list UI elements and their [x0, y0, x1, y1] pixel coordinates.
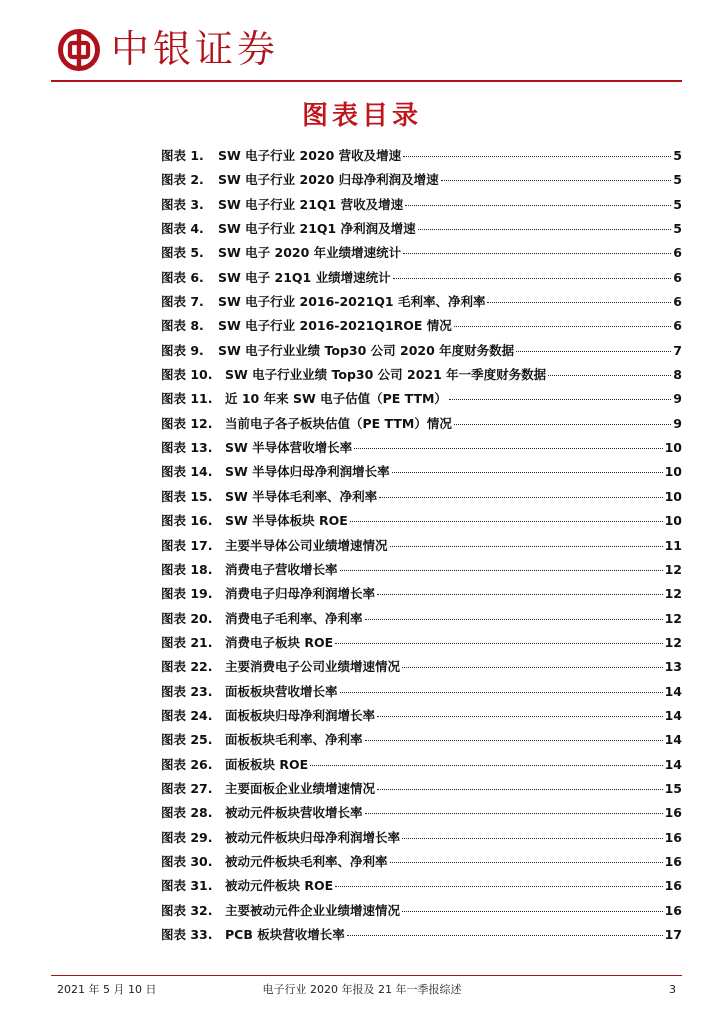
toc-entry-page: 5 [673, 196, 682, 212]
toc-entry[interactable] [161, 582, 682, 606]
toc-entry[interactable] [161, 728, 682, 752]
toc-entry[interactable] [161, 509, 682, 533]
brand-name: 中银证券 [111, 27, 280, 71]
toc-entry-title: SW 电子行业 2016-2021Q1 毛利率、净利率 [218, 294, 486, 310]
toc-entry-title: SW 半导体归母净利润增长率 [225, 464, 390, 480]
toc-entry-title: 面板板块毛利率、净利率 [225, 732, 363, 748]
toc-entry-label: 图表 17. [161, 537, 213, 553]
toc-entry-leader [310, 765, 662, 766]
toc-entry[interactable] [161, 460, 682, 484]
toc-entry-title: 主要被动元件企业业绩增速情况 [225, 902, 401, 918]
toc-entry-page: 6 [673, 318, 682, 334]
page-header [0, 0, 724, 86]
toc-entry-label: 图表 9. [161, 342, 204, 358]
toc-entry-leader [390, 546, 663, 547]
toc-entry-leader [377, 789, 663, 790]
toc-entry-label: 图表 29. [161, 829, 213, 845]
toc-entry-leader [377, 716, 663, 717]
toc-entry-page: 16 [664, 902, 682, 918]
toc-entry-title: 面板板块营收增长率 [225, 683, 338, 699]
toc-entry-title: 面板板块 ROE [225, 756, 309, 772]
toc-entry-label: 图表 11. [161, 391, 213, 407]
toc-entry-label: 图表 3. [161, 196, 204, 212]
footer-page-number: 3 [669, 983, 676, 996]
toc-entry-label: 图表 4. [161, 221, 204, 237]
toc-entry-title: 当前电子各子板块估值（PE TTM）情况 [225, 415, 452, 431]
toc-entry-leader [392, 472, 663, 473]
toc-entry-label: 图表 12. [161, 415, 213, 431]
toc-entry[interactable] [161, 217, 682, 241]
toc-entry-page: 12 [664, 561, 682, 577]
toc-entry[interactable] [161, 704, 682, 728]
header-divider [51, 80, 682, 82]
toc-entry-leader [340, 570, 663, 571]
toc-entry-title: SW 电子行业 2020 归母净利润及增速 [218, 172, 439, 188]
toc-entry-title: 被动元件板块归母净利润增长率 [225, 829, 401, 845]
toc-entry-page: 8 [673, 367, 682, 383]
toc-entry-page: 16 [664, 853, 682, 869]
toc-entry-label: 图表 16. [161, 513, 213, 529]
toc-entry-title: 主要半导体公司业绩增速情况 [225, 537, 388, 553]
toc-entry-page: 5 [673, 172, 682, 188]
toc-entry-page: 17 [664, 927, 682, 942]
toc-entry-page: 14 [664, 732, 682, 748]
toc-entry-leader [350, 521, 663, 522]
toc-entry-title: SW 电子行业业绩 Top30 公司 2020 年度财务数据 [218, 342, 515, 358]
toc-entry-label: 图表 28. [161, 805, 213, 821]
toc-entry-label: 图表 19. [161, 586, 213, 602]
toc-entry-title: 被动元件板块营收增长率 [225, 805, 363, 821]
toc-entry-label: 图表 25. [161, 732, 213, 748]
toc-entry-title: SW 电子 2020 年业绩增速统计 [218, 245, 402, 261]
toc-entry-title: PCB 板块营收增长率 [225, 927, 345, 942]
toc-entry[interactable] [161, 241, 682, 265]
toc-entry-title: SW 电子行业 2016-2021Q1ROE 情况 [218, 318, 452, 334]
toc-entry-label: 图表 14. [161, 464, 213, 480]
toc-entry-label: 图表 8. [161, 318, 204, 334]
toc-entry-label: 图表 1. [161, 148, 204, 163]
toc-entry-title: 近 10 年来 SW 电子估值（PE TTM） [225, 391, 447, 407]
toc-entry-leader [454, 424, 671, 425]
toc-entry-title: 消费电子归母净利润增长率 [225, 586, 376, 602]
toc-entry-title: SW 电子行业 21Q1 营收及增速 [218, 196, 404, 212]
toc-entry[interactable] [161, 290, 682, 314]
toc-entry[interactable] [161, 144, 682, 168]
toc-entry-label: 图表 32. [161, 902, 213, 918]
toc-entry-page: 14 [664, 756, 682, 772]
toc-entry-page: 6 [673, 269, 682, 285]
toc-entry-page: 9 [673, 391, 682, 407]
toc-entry-leader [402, 667, 663, 668]
toc-entry-leader [379, 497, 662, 498]
toc-entry-page: 12 [664, 610, 682, 626]
toc-entry[interactable] [161, 655, 682, 679]
toc-entry[interactable] [161, 607, 682, 631]
toc-entry[interactable] [161, 339, 682, 363]
toc-entry-page: 11 [664, 537, 682, 553]
toc-entry[interactable] [161, 753, 682, 777]
toc-entry[interactable] [161, 168, 682, 192]
toc-entry[interactable] [161, 387, 682, 411]
toc-entry-leader [347, 935, 663, 936]
toc-entry-label: 图表 30. [161, 853, 213, 869]
toc-entry-leader [335, 886, 662, 887]
toc-entry-leader [354, 448, 662, 449]
toc-entry[interactable] [161, 923, 682, 947]
toc-entry-leader [403, 156, 671, 157]
toc-entry-leader [405, 205, 671, 206]
toc-entry[interactable] [161, 534, 682, 558]
toc-entry-page: 10 [664, 440, 682, 456]
toc-entry-title: SW 电子 21Q1 业绩增速统计 [218, 269, 391, 285]
toc-entry[interactable] [161, 874, 682, 898]
footer-divider [51, 975, 682, 976]
toc-entry-title: SW 电子行业 21Q1 净利润及增速 [218, 221, 416, 237]
toc-entry-label: 图表 2. [161, 172, 204, 188]
toc-entry-leader [335, 643, 662, 644]
toc-entry-page: 6 [673, 294, 682, 310]
toc-entry-page: 16 [664, 829, 682, 845]
toc-entry-leader [548, 375, 671, 376]
toc-entry-leader [390, 862, 663, 863]
toc-entry-title: 主要消费电子公司业绩增速情况 [225, 659, 401, 675]
toc-entry-leader [340, 692, 663, 693]
toc-list [161, 144, 682, 947]
toc-entry[interactable] [161, 899, 682, 923]
toc-entry-leader [403, 253, 671, 254]
toc-entry-page: 10 [664, 488, 682, 504]
toc-entry-title: 消费电子营收增长率 [225, 561, 338, 577]
toc-entry-title: SW 电子行业 2020 营收及增速 [218, 148, 402, 163]
toc-entry-page: 10 [664, 464, 682, 480]
toc-entry-page: 12 [664, 634, 682, 650]
toc-entry[interactable] [161, 777, 682, 801]
toc-entry[interactable] [161, 850, 682, 874]
bank-of-china-logo-icon [57, 28, 101, 72]
toc-entry-leader [402, 911, 663, 912]
toc-entry-page: 6 [673, 245, 682, 261]
toc-entry[interactable] [161, 266, 682, 290]
toc-entry[interactable] [161, 412, 682, 436]
toc-entry-title: 被动元件板块 ROE [225, 878, 334, 894]
toc-entry-label: 图表 15. [161, 488, 213, 504]
toc-entry-title: SW 电子行业业绩 Top30 公司 2021 年一季度财务数据 [225, 367, 547, 383]
toc-entry-label: 图表 18. [161, 561, 213, 577]
toc-entry[interactable] [161, 436, 682, 460]
toc-entry-label: 图表 5. [161, 245, 204, 261]
toc-entry-leader [516, 351, 671, 352]
toc-entry-leader [365, 619, 663, 620]
toc-entry-title: SW 半导体板块 ROE [225, 513, 348, 529]
toc-entry-label: 图表 6. [161, 269, 204, 285]
toc-entry[interactable] [161, 826, 682, 850]
toc-entry[interactable] [161, 314, 682, 338]
toc-entry-leader [365, 740, 663, 741]
toc-entry-label: 图表 24. [161, 707, 213, 723]
toc-entry-title: SW 半导体营收增长率 [225, 440, 353, 456]
toc-entry-page: 12 [664, 586, 682, 602]
toc-entry-label: 图表 7. [161, 294, 204, 310]
toc-entry-label: 图表 21. [161, 634, 213, 650]
toc-entry-leader [393, 278, 672, 279]
toc-entry-title: 主要面板企业业绩增速情况 [225, 780, 376, 796]
toc-entry-leader [418, 229, 672, 230]
toc-entry-label: 图表 31. [161, 878, 213, 894]
toc-entry-page: 14 [664, 707, 682, 723]
toc-entry[interactable] [161, 485, 682, 509]
toc-entry-leader [441, 180, 672, 181]
toc-entry-label: 图表 27. [161, 780, 213, 796]
toc-entry-leader [402, 838, 663, 839]
toc-entry[interactable] [161, 558, 682, 582]
toc-entry-leader [449, 399, 671, 400]
toc-entry-page: 5 [673, 148, 682, 163]
toc-entry-label: 图表 33. [161, 927, 213, 942]
toc-entry-label: 图表 23. [161, 683, 213, 699]
toc-entry-leader [365, 813, 663, 814]
toc-entry-page: 14 [664, 683, 682, 699]
toc-entry-page: 15 [664, 780, 682, 796]
toc-entry-page: 16 [664, 805, 682, 821]
toc-entry-label: 图表 13. [161, 440, 213, 456]
toc-entry-page: 5 [673, 221, 682, 237]
toc-entry-leader [487, 302, 671, 303]
toc-entry-page: 13 [664, 659, 682, 675]
toc-entry-page: 7 [673, 342, 682, 358]
toc-entry[interactable] [161, 363, 682, 387]
toc-entry-title: 被动元件板块毛利率、净利率 [225, 853, 388, 869]
toc-entry-title: 面板板块归母净利润增长率 [225, 707, 376, 723]
toc-entry-page: 9 [673, 415, 682, 431]
toc-title: 图表目录 [301, 101, 422, 131]
toc-entry-leader [377, 594, 663, 595]
toc-entry-title: SW 半导体毛利率、净利率 [225, 488, 378, 504]
toc-entry-title: 消费电子毛利率、净利率 [225, 610, 363, 626]
toc-entry[interactable] [161, 631, 682, 655]
toc-entry-page: 10 [664, 513, 682, 529]
toc-entry-label: 图表 26. [161, 756, 213, 772]
toc-entry[interactable] [161, 801, 682, 825]
toc-entry-page: 16 [664, 878, 682, 894]
toc-entry-leader [454, 326, 672, 327]
toc-entry-label: 图表 22. [161, 659, 213, 675]
footer-document-title: 电子行业 2020 年报及 21 年一季报综述 [262, 983, 462, 996]
toc-entry[interactable] [161, 193, 682, 217]
toc-entry-title: 消费电子板块 ROE [225, 634, 334, 650]
toc-entry-label: 图表 10. [161, 367, 213, 383]
footer-date: 2021 年 5 月 10 日 [57, 983, 157, 996]
toc-entry-label: 图表 20. [161, 610, 213, 626]
toc-entry[interactable] [161, 680, 682, 704]
